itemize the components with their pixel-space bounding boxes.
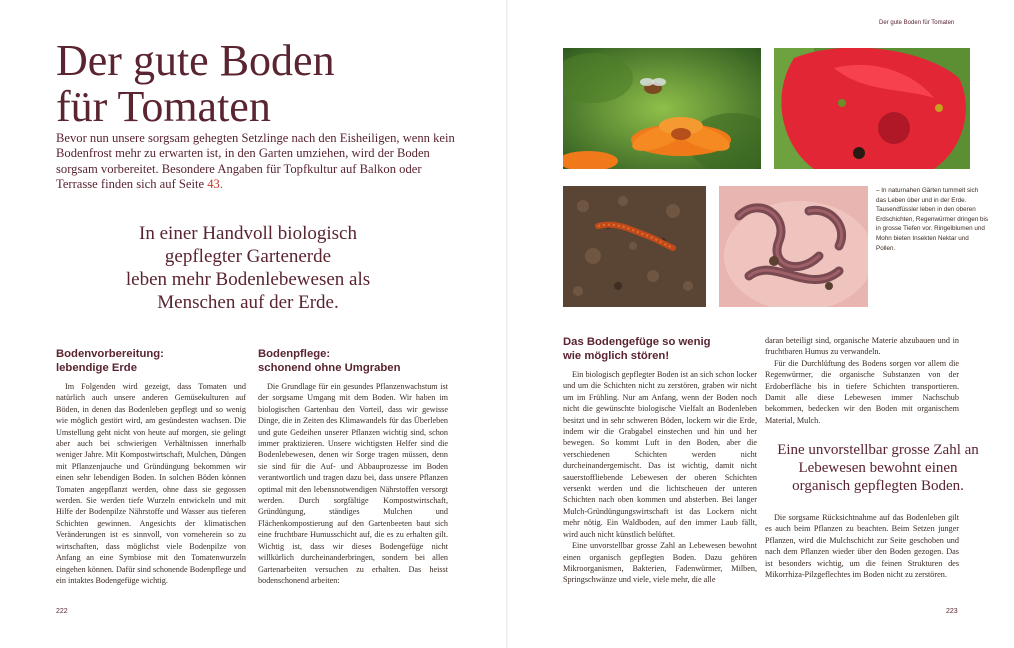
red-poppy-photo <box>774 48 970 169</box>
column-pflanzen: Die sorgsame Rücksichtnahme auf das Bodenleben gilt es auch beim Pflanzen zu beachten. Beim Setzen junger Pflanzen, wird die Mulchschicht zur Seite geschoben und nach dem Pflanzen wieder über den Boden gezogen. Das ist besonders wichtig, um die feinen Strukturen des Mikorrhiza-Pilzgeflechtes im Boden nicht zu zerstören. <box>765 513 959 580</box>
running-header: Der gute Boden für Tomaten <box>879 20 955 26</box>
spread-gutter <box>506 0 508 648</box>
column-regenwuermer: daran beteiligt sind, organische Materie abzubauen und in fruchtbaren Humus zu verwandeln. Für die Durchlüftung des Bodens sorgen vor allem die Regenwürmer, die organische Substanzen von der Erdoberfläche bis in tiefere Schichten transportieren. Damit alle diese Lebewesen immer Nachschub bekommen, bedecken wir den Boden mit organischem Material, Mulch. <box>765 336 959 425</box>
lead-paragraph: Bevor nun unsere sorgsam gehegten Setzlinge nach den Eisheiligen, wenn kein Bodenfrost mehr zu erwarten ist, in den Garten umziehen, wird der Boden sorgsam vorbereitet. Besondere Angaben für Topfkultur auf Balkon oder Terrasse finden sich auf Seite 43. <box>56 131 455 192</box>
page-number-right: 223 <box>946 608 958 615</box>
pull-quote-left: In einer Handvoll biologisch gepflegter Gartenerde leben mehr Bodenlebewesen als Menschen auf der Erde. <box>125 223 371 313</box>
column-bodenvorbereitung: Im Folgenden wird gezeigt, dass Tomaten und natürlich auch unsere anderen Gemüsekulturen auf Böden, in denen das Bodenleben gepflegt und so wenig wie möglich gestört wird, am gesündesten wachsen. Die Umstellung geht nicht von heute auf morgen, sie gelingt aber auch bei schwierigen Verhältnissen innerhalb weniger Jahre. Mit Kompostwirtschaft, Mulchen, Düngen mit Pflanzenjauche und Gründüngung bekommen wir einen sehr lebendigen Boden. In solchen Böden können Tomaten angepflanzt werden, ohne dass sie gegossen werden. Sie werden tiefe Wurzeln entwickeln und mit Hilfe der Bodenpilze Nährstoffe und Wasser aus tieferen Schichten gewinnen. Angesichts der klimatischen Veränderungen ist es sinnvoll, von vorneherein so zu wirtschaften, dass möglichst viele Bodenpilze von Anfang an eine Symbiose mit den Tomatenwurzeln eingehen können. Dafür sind schonende Bodenpflege und ein intaktes Bodengefüge wichtig. <box>56 382 246 585</box>
page-title: Der gute Boden für Tomaten <box>56 36 335 131</box>
pull-quote-right: Eine unvorstellbar grosse Zahl an Lebewesen bewohnt einen organisch gepflegten Boden. <box>777 442 979 494</box>
section-heading-bodengefuege: Das Bodengefüge so wenig wie möglich stören! <box>563 336 711 362</box>
section-heading-bodenvorbereitung: Bodenvorbereitung: lebendige Erde <box>56 348 164 374</box>
bee-on-orange-flower-photo <box>563 48 761 169</box>
column-bodengefuege: Ein biologisch gepflegter Boden ist an sich schon locker und um die Schichten nicht zu zerstören, graben wir nicht um im Frühling. Nur am Anfang, wenn der Boden noch nicht die gewünschte biologische Vielfalt an Bodenleben besitzt und in sehr schweren Böden, lockern wir die Erde, indem wir die Grabgabel einstechen und hin und her bewegen. So kommt Luft in den Boden, aber die verschiedenen Schichten werden nicht durcheinandergemischt. Das ist wichtig, damit nicht sauerstoffliebende Lebewesen der oberen Schichten versenkt werden und die lichtscheuen der unteren Schichten nach oben kommen und absterben. Bei langer Mulch-Gründüngungswirtschaft ist das Lockern nicht mehr nötig. Ein Waldboden, auf den immer Laub fällt, wird auch nicht künstlich belüftet. Eine unvorstellbar grosse Zahl an Lebewesen bewohnt einen organisch gepflegten Boden. Dazu gehören Mikroorganismen, Bakterien, Fadenwürmer, Milben, Springschwänze und viele, viele mehr, die alle <box>563 370 757 585</box>
photo-caption: – In naturnahen Gärten tummelt sich das Leben über und in der Erde. Tausendfüssler leben in den oberen Erdschichten, Regenwürmer dringen bis in grosse Tiefen vor. Ringelblumen und Mohn bieten Insekten Nektar und Pollen. <box>876 187 989 252</box>
page-reference-link[interactable]: 43. <box>207 177 223 192</box>
section-heading-bodenpflege: Bodenpflege: schonend ohne Umgraben <box>258 348 401 374</box>
earthworms-in-hand-photo <box>719 186 868 307</box>
centipede-on-soil-photo <box>563 186 706 307</box>
column-bodenpflege: Die Grundlage für ein gesundes Pflanzenwachstum ist der sorgsame Umgang mit dem Boden. Wir haben im biologischen Gartenbau den Vorteil, dass wir gewisse Dinge, die in Zeiten des Klimawandels für das Überleben und gute Gedeihen unserer Pflanzen wichtig sind, schon immer praktizieren. Unsere wichtigsten Helfer sind die Bodenlebewesen, denen wir Sorge tragen müssen, denn sie sind für die Auf- und Abbauprozesse im Boden verantwortlich und tragen dazu bei, dass unsere Pflanzen optimal mit den lebensnotwendigen Nährstoffen versorgt werden. Durch sorgfältige Kompostwirtschaft, Gründüngung, ständiges Mulchen und Flächenkompostierung auf den Gartenbeeten baut sich eine fruchtbare Humusschicht auf, die es zu erhalten gilt. Wichtig ist, dass wir dieses Bodengefüge nicht willkürlich durcheinanderbringen, sondern bei allen Gartenarbeiten versuchen zu erhalten. Das heisst bodenschonend arbeiten: <box>258 382 448 585</box>
page-number-left: 222 <box>56 608 68 615</box>
